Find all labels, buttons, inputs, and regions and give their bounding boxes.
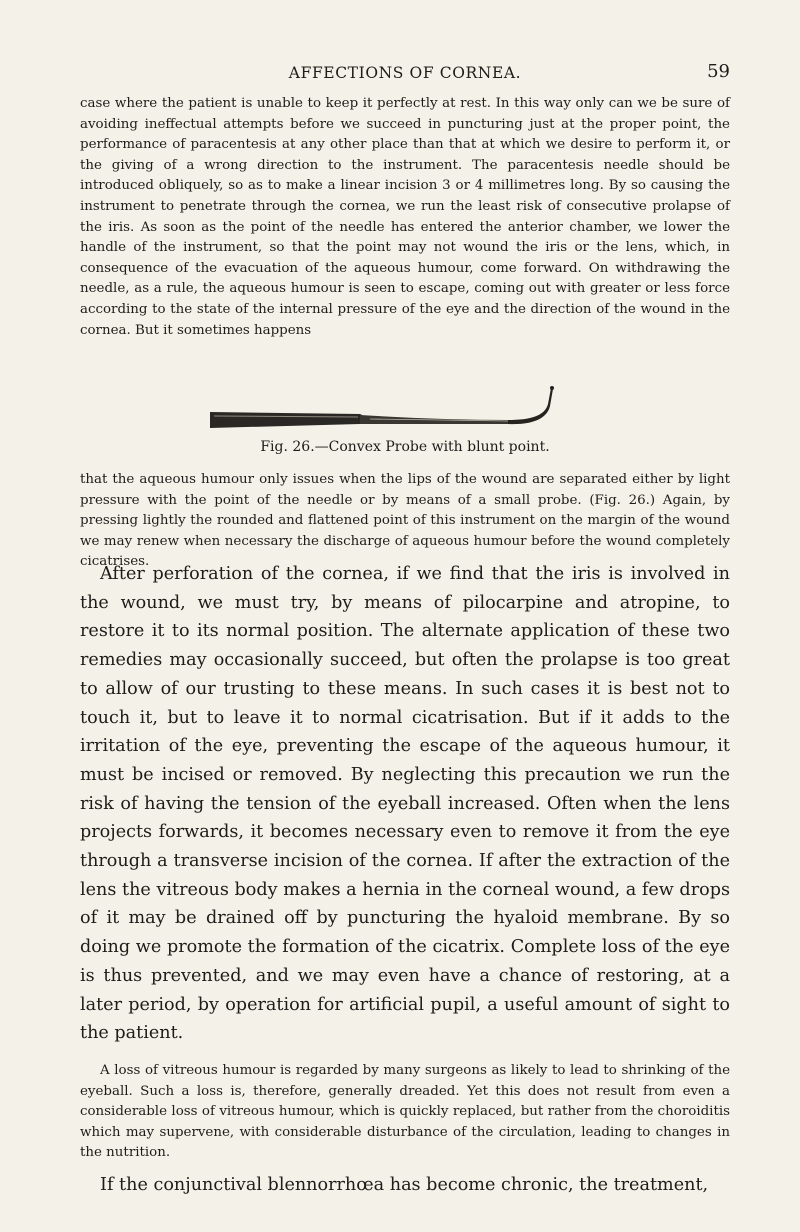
paragraph-paracentesis bbox=[80, 94, 730, 341]
paragraph-blennorrhoea: If the conjunctival blennorrhœa has become chronic, the treatment, bbox=[100, 1175, 709, 1195]
page-header bbox=[80, 58, 730, 84]
paragraph-text: After perforation of the cornea, if we find that the iris is involved in the wound, we must try, by means of pilocarpine and atropine, to restore it to its normal position. The alternate application of these two remedies may occasionally succeed, but often the prolapse is too great to allow of our trusting to these means. In such cases it is best not to touch it, but to leave it to normal cicatrisation. But if it adds to the irritation of the eye, preventing the escape of the aqueous humour, it must be incised or removed. By neglecting this precaution we run the risk of having the tension of the eyeball increased. Often when the lens projects forwards, it becomes necessary even to remove it from the eye through a transverse incision of the cornea. If after the extraction of the lens the vitreous body makes a hernia in the corneal wound, a few drops of it may be drained off by puncturing the hyaloid membrane. By so doing we promote the formation of the cicatrix. Complete loss of the eye is thus prevented, and we may even have a chance of restoring, at a later period, by operation for artificial pupil, a useful amount of sight to the patient. bbox=[80, 564, 730, 1044]
paragraph-text: case where the patient is unable to keep it perfectly at rest. In this way only can we be sure of avoiding ineffectual attempts before we succeed in puncturing just at the proper point, the performance of paracentesis at any other place than that at which we desire to perform it, or the giving of a wrong direction to the instrument. The paracentesis needle should be introduced obliquely, so as to make a linear incision 3 or 4 millimetres long. By so causing the instrument to penetrate through the cornea, we run the least risk of consecutive prolapse of the iris. As soon as the point of the needle has entered the anterior chamber, we lower the handle of the instrument, so that the point may not wound the iris or the lens, which, in consequence of the evacuation of the aqueous humour, come forward. On withdrawing the needle, as a rule, the aqueous humour is seen to escape, coming out with greater or less force according to the state of the internal pressure of the eye and the direction of the wound in the cornea. But it sometimes happens bbox=[80, 96, 730, 338]
probe-blunt-point bbox=[550, 386, 554, 390]
paragraph-perforation bbox=[80, 560, 730, 1048]
page-number: 59 bbox=[707, 61, 730, 82]
figure-caption: Fig. 26.—Convex Probe with blunt point. bbox=[260, 439, 550, 455]
paragraph-aqueous bbox=[80, 470, 730, 573]
paragraph-text: A loss of vitreous humour is regarded by many surgeons as likely to lead to shrinking of the eyeball. Such a loss is, therefore, generally dreaded. Yet this does not result from even a considerable loss of vitreous humour, which is quickly replaced, but rather from the choroiditis which may supervene, with considerable disturbance of the circulation, leading to changes in the nutrition. bbox=[80, 1063, 730, 1161]
probe-tip bbox=[508, 388, 553, 424]
running-title: AFFECTIONS OF CORNEA. bbox=[288, 64, 522, 82]
paragraph-vitreous-note bbox=[80, 1061, 730, 1164]
probe-handle bbox=[210, 412, 370, 428]
probe-illustration bbox=[210, 370, 620, 440]
paragraph-text: that the aqueous humour only issues when the lips of the wound are separated either by light pressure with the point of the needle or by means of a small probe. (Fig. 26.) Again, by pressing lightly the rounded and flattened point of this instrument on the margin of the wound we may renew when necessary the discharge of aqueous humour before the wound completely cicatrises. bbox=[80, 472, 730, 570]
probe-figure bbox=[210, 370, 620, 440]
